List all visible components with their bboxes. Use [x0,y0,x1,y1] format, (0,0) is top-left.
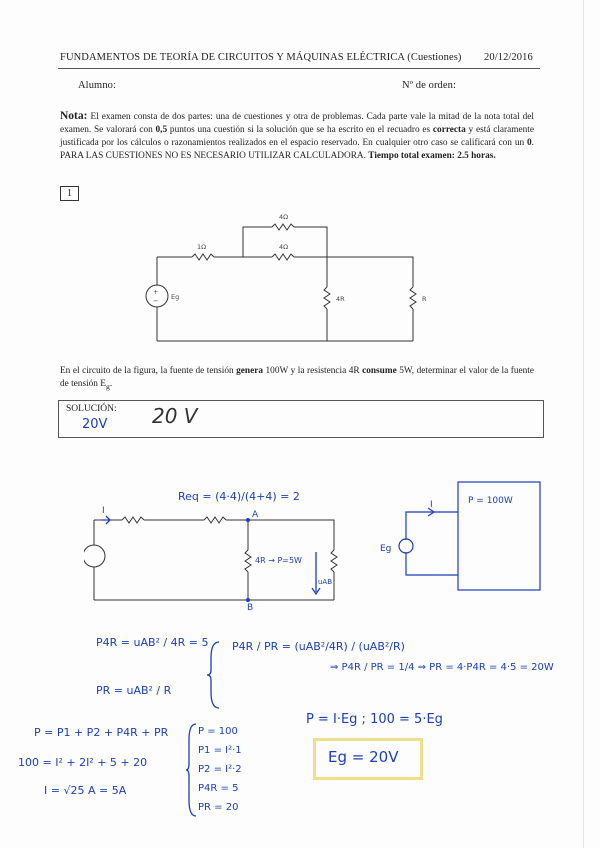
question-sub: g [105,381,110,391]
power-list [198,722,242,817]
note-text-3: y está claramente justificada por los cálculos o razonamientos realizados en el espacio reservado. En cualquier otro caso se calificará con un [60,125,534,148]
solution-label: SOLUCIÓN: [66,404,117,414]
eq-ratio-result: ⇒ P4R / PR = 1/4 ⇒ PR = 4·P4R = 4·5 = 20W [330,662,554,673]
power-list-item: P = 100 [198,726,238,737]
solution-answer-small: 20V [82,417,108,432]
eq-current: I = √25 A = 5A [44,784,127,797]
student-label: Alumno: [78,80,117,91]
source-plus: + [153,288,159,296]
source-minus: − [153,297,159,305]
exam-title: FUNDAMENTOS DE TEORÍA DE CIRCUITOS Y MÁQUINAS ELÉCTRICA (Cuestiones) [60,52,462,63]
result-eg: Eg = 20V [328,748,399,766]
note-correct: correcta [432,125,466,135]
question-number: 1 [60,186,79,201]
box-power: P = 100W [468,496,513,506]
note-text-2: puntos una cuestión si la solución que se ha escrito en el recuadro es [167,125,433,135]
work-circuit [84,500,354,620]
eq-power-source: P = I·Eg ; 100 = 5·Eg [306,712,443,727]
solution-answer-large: 20 V [152,404,198,428]
question-text-4: . [109,379,113,389]
power-list-item: P2 = I²·2 [198,764,242,775]
question-text [60,365,534,393]
power-list-item: P4R = 5 [198,783,239,794]
order-label: Nº de orden: [402,80,457,91]
question-text-2: 100W y la resistencia 4R [263,366,363,376]
p4r-note: 4R → P=5W [255,556,302,565]
solution-box [58,400,544,438]
node-a-dot [246,518,250,522]
question-text-3: 5W, determinar el valor de la fuente de tensión E [60,366,535,389]
note-title: Nota: [60,110,88,122]
note-text-1: El examen consta de dos partes: una de cuestiones y otra de problemas. Cada parte vale la mitad de la nota total del examen. Se valorará con [60,112,535,135]
note-points: 0,5 [155,125,168,135]
note-zero: 0 [527,138,532,148]
req-equation: Req = (4·4)/(4+4) = 2 [178,490,300,503]
eq-power-sum: P = P1 + P2 + P4R + PR [34,726,169,739]
node-a-label: A [252,510,259,520]
note-time: Tiempo total examen: 2.5 horas. [368,151,496,161]
question-bold-2: consume [362,366,397,376]
current-label: I [102,506,105,516]
eq-ratio: P4R / PR = (uAB²/4R) / (uAB²/R) [232,640,405,653]
resistor-mid-label: 4Ω [279,243,289,251]
brace-1 [205,640,225,710]
box-current: I [430,500,433,510]
node-b-dot [246,598,250,602]
header-rule [58,68,540,69]
printed-circuit [140,205,440,345]
resistor-top-label: 4Ω [279,213,289,221]
question-bold-1: genera [236,366,264,376]
resistor-r-label: R [422,295,427,303]
eq-p4r: P4R = uAB² / 4R = 5 [96,636,209,649]
eq-100: 100 = I² + 2I² + 5 + 20 [18,756,148,769]
uab-label: uAB [318,578,333,586]
exam-note [60,110,534,163]
power-list-item: P1 = I²·1 [198,745,242,756]
power-list-item: PR = 20 [198,802,239,813]
exam-date: 20/12/2016 [484,52,533,63]
box-source: Eg [380,544,392,554]
resistor-4r-label: 4R [336,295,345,303]
note-text-4: . PARA LAS CUESTIONES NO ES NECESARIO UTILIZAR CALCULADORA. [60,138,534,161]
source-label: Eg [171,293,180,301]
resistor-1ohm-label: 1Ω [197,243,207,251]
power-sketch [368,480,548,595]
question-text-1: En el circuito de la figura, la fuente de tensión [60,366,237,376]
page-edge [583,0,584,848]
eq-pr: PR = uAB² / R [96,684,172,697]
node-b-label: B [247,603,254,613]
